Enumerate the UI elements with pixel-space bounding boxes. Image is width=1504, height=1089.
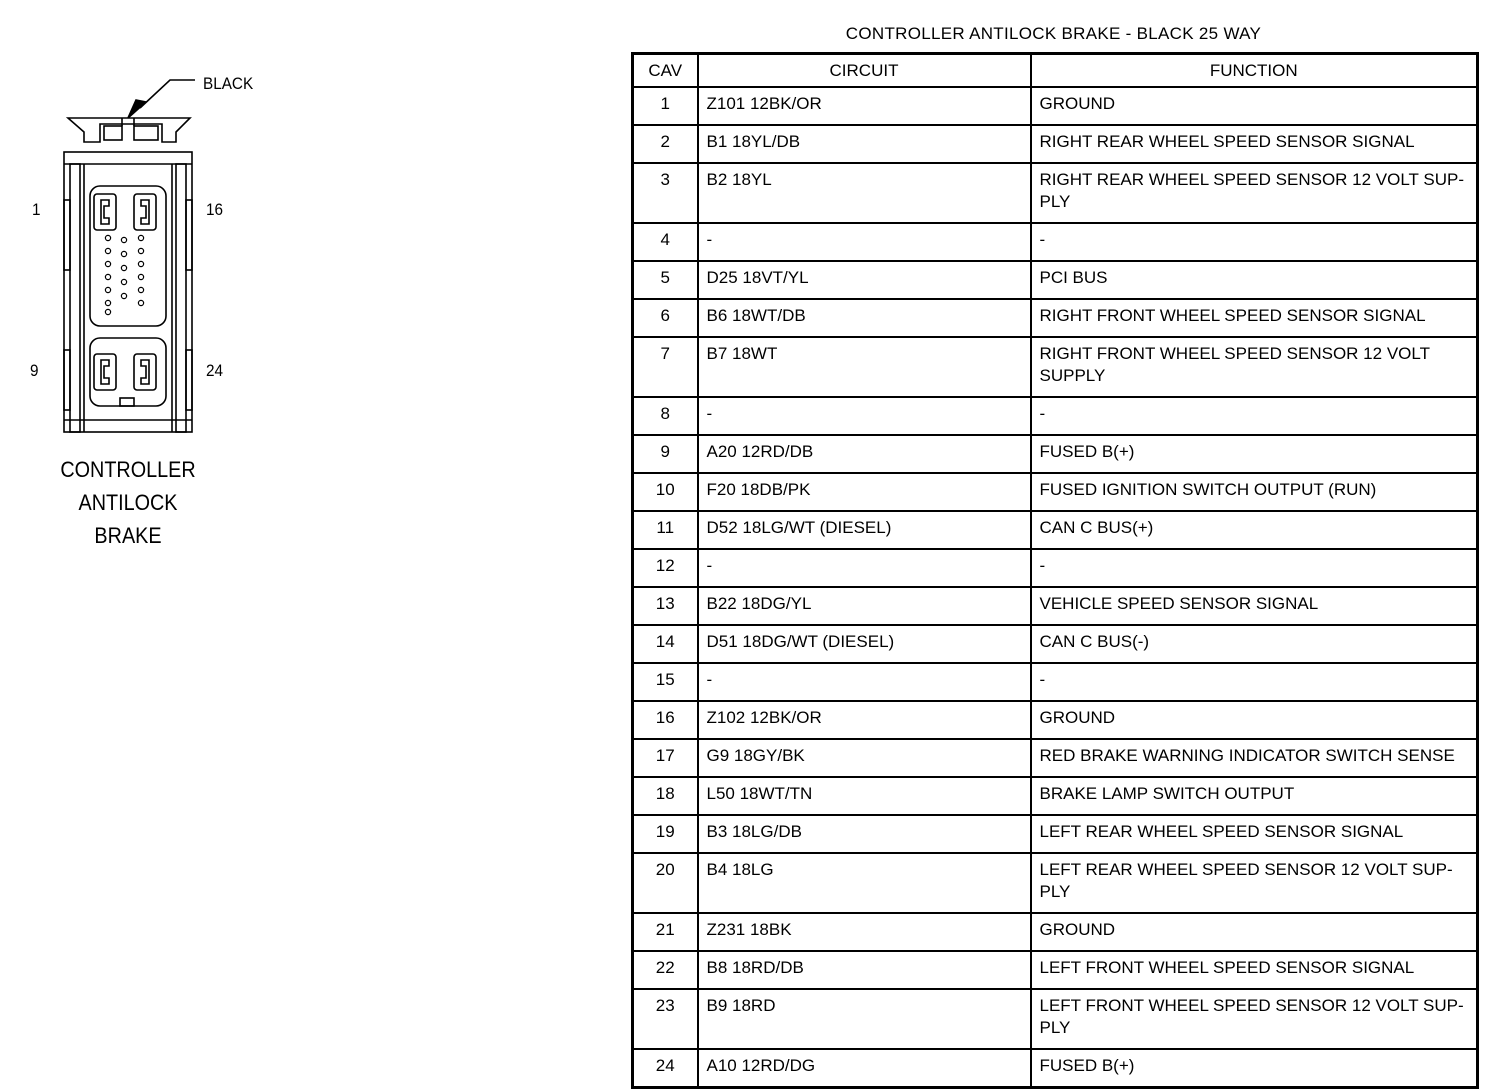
cav-cell: 21 (633, 913, 698, 951)
cav-cell: 9 (633, 435, 698, 473)
function-cell: CAN C BUS(-) (1031, 625, 1478, 663)
function-cell: - (1031, 397, 1478, 435)
pin-label-1: 1 (32, 200, 41, 219)
cav-cell: 4 (633, 223, 698, 261)
table-row (633, 739, 1478, 777)
function-cell: RIGHT REAR WHEEL SPEED SENSOR 12 VOLT SUP-PLY (1031, 163, 1478, 223)
table-row (633, 549, 1478, 587)
table-row (633, 701, 1478, 739)
circuit-cell: - (698, 549, 1031, 587)
function-cell: GROUND (1031, 913, 1478, 951)
header-cav: CAV (633, 54, 698, 88)
table-row (633, 815, 1478, 853)
function-cell: LEFT FRONT WHEEL SPEED SENSOR 12 VOLT SUP-PLY (1031, 989, 1478, 1049)
cav-cell: 20 (633, 853, 698, 913)
pin-label-16: 16 (206, 200, 224, 219)
cav-cell: 24 (633, 1049, 698, 1088)
table-row (633, 587, 1478, 625)
function-cell: GROUND (1031, 87, 1478, 125)
function-cell: - (1031, 223, 1478, 261)
function-cell: PCI BUS (1031, 261, 1478, 299)
circuit-cell: F20 18DB/PK (698, 473, 1031, 511)
cav-cell: 15 (633, 663, 698, 701)
circuit-cell: B8 18RD/DB (698, 951, 1031, 989)
table-row (633, 473, 1478, 511)
connector-body (64, 152, 192, 432)
cav-cell: 14 (633, 625, 698, 663)
table-row (633, 913, 1478, 951)
cav-cell: 12 (633, 549, 698, 587)
table-row (633, 163, 1478, 223)
header-function: FUNCTION (1031, 54, 1478, 88)
cav-cell: 7 (633, 337, 698, 397)
table-row (633, 511, 1478, 549)
pin-label-9: 9 (30, 361, 39, 380)
circuit-cell: G9 18GY/BK (698, 739, 1031, 777)
circuit-cell: Z102 12BK/OR (698, 701, 1031, 739)
cav-cell: 5 (633, 261, 698, 299)
function-cell: VEHICLE SPEED SENSOR SIGNAL (1031, 587, 1478, 625)
connector-view (0, 0, 300, 580)
function-cell: GROUND (1031, 701, 1478, 739)
cav-cell: 3 (633, 163, 698, 223)
connector-caption (47, 453, 209, 552)
circuit-cell: L50 18WT/TN (698, 777, 1031, 815)
table-row (633, 777, 1478, 815)
table-row (633, 625, 1478, 663)
function-cell: FUSED B(+) (1031, 1049, 1478, 1088)
table-row (633, 397, 1478, 435)
circuit-cell: B7 18WT (698, 337, 1031, 397)
circuit-cell: D51 18DG/WT (DIESEL) (698, 625, 1031, 663)
function-cell: LEFT FRONT WHEEL SPEED SENSOR SIGNAL (1031, 951, 1478, 989)
caption-line: ANTILOCK (78, 490, 178, 515)
signal-pin-dots (105, 235, 143, 314)
cav-cell: 1 (633, 87, 698, 125)
circuit-cell: B6 18WT/DB (698, 299, 1031, 337)
pin-label-24: 24 (206, 361, 224, 380)
table-title: CONTROLLER ANTILOCK BRAKE - BLACK 25 WAY (845, 24, 1262, 43)
caption-line: BRAKE (94, 523, 162, 548)
table-row (633, 261, 1478, 299)
cav-cell: 2 (633, 125, 698, 163)
connector-drawing (0, 0, 300, 440)
table-row (633, 337, 1478, 397)
cav-cell: 18 (633, 777, 698, 815)
cav-cell: 10 (633, 473, 698, 511)
function-cell: FUSED IGNITION SWITCH OUTPUT (RUN) (1031, 473, 1478, 511)
table-row (633, 853, 1478, 913)
table-header-row (633, 54, 1478, 88)
circuit-cell: B9 18RD (698, 989, 1031, 1049)
cav-cell: 23 (633, 989, 698, 1049)
function-cell: LEFT REAR WHEEL SPEED SENSOR 12 VOLT SUP-PLY (1031, 853, 1478, 913)
circuit-cell: D52 18LG/WT (DIESEL) (698, 511, 1031, 549)
cav-cell: 17 (633, 739, 698, 777)
table-row (633, 989, 1478, 1049)
function-cell: FUSED B(+) (1031, 435, 1478, 473)
circuit-cell: B3 18LG/DB (698, 815, 1031, 853)
table-row (633, 87, 1478, 125)
caption-line: CONTROLLER (60, 457, 196, 482)
table-row (633, 125, 1478, 163)
circuit-cell: A20 12RD/DB (698, 435, 1031, 473)
function-cell: CAN C BUS(+) (1031, 511, 1478, 549)
pinout-table (631, 52, 1479, 1089)
circuit-cell: B2 18YL (698, 163, 1031, 223)
circuit-cell: B1 18YL/DB (698, 125, 1031, 163)
table-row (633, 663, 1478, 701)
circuit-cell: Z231 18BK (698, 913, 1031, 951)
connector-latch (68, 118, 190, 142)
cav-cell: 19 (633, 815, 698, 853)
table-row (633, 1049, 1478, 1088)
cav-cell: 13 (633, 587, 698, 625)
cav-cell: 22 (633, 951, 698, 989)
circuit-cell: - (698, 397, 1031, 435)
circuit-cell: D25 18VT/YL (698, 261, 1031, 299)
circuit-cell: B4 18LG (698, 853, 1031, 913)
function-cell: RIGHT FRONT WHEEL SPEED SENSOR 12 VOLT SUPPLY (1031, 337, 1478, 397)
cav-cell: 16 (633, 701, 698, 739)
function-cell: RIGHT REAR WHEEL SPEED SENSOR SIGNAL (1031, 125, 1478, 163)
function-cell: - (1031, 663, 1478, 701)
circuit-cell: Z101 12BK/OR (698, 87, 1031, 125)
table-row (633, 299, 1478, 337)
table-row (633, 223, 1478, 261)
table-row (633, 951, 1478, 989)
function-cell: BRAKE LAMP SWITCH OUTPUT (1031, 777, 1478, 815)
function-cell: RED BRAKE WARNING INDICATOR SWITCH SENSE (1031, 739, 1478, 777)
circuit-cell: B22 18DG/YL (698, 587, 1031, 625)
circuit-cell: - (698, 223, 1031, 261)
color-callout-label: BLACK (203, 74, 254, 93)
function-cell: RIGHT FRONT WHEEL SPEED SENSOR SIGNAL (1031, 299, 1478, 337)
function-cell: LEFT REAR WHEEL SPEED SENSOR SIGNAL (1031, 815, 1478, 853)
callout-arrow (128, 80, 195, 118)
circuit-cell: A10 12RD/DG (698, 1049, 1031, 1088)
cav-cell: 8 (633, 397, 698, 435)
upper-cavity-block (90, 186, 166, 326)
lower-cavity-block (90, 338, 166, 406)
cav-cell: 11 (633, 511, 698, 549)
table-row (633, 435, 1478, 473)
header-circuit: CIRCUIT (698, 54, 1031, 88)
cav-cell: 6 (633, 299, 698, 337)
table-body (633, 87, 1478, 1088)
function-cell: - (1031, 549, 1478, 587)
circuit-cell: - (698, 663, 1031, 701)
